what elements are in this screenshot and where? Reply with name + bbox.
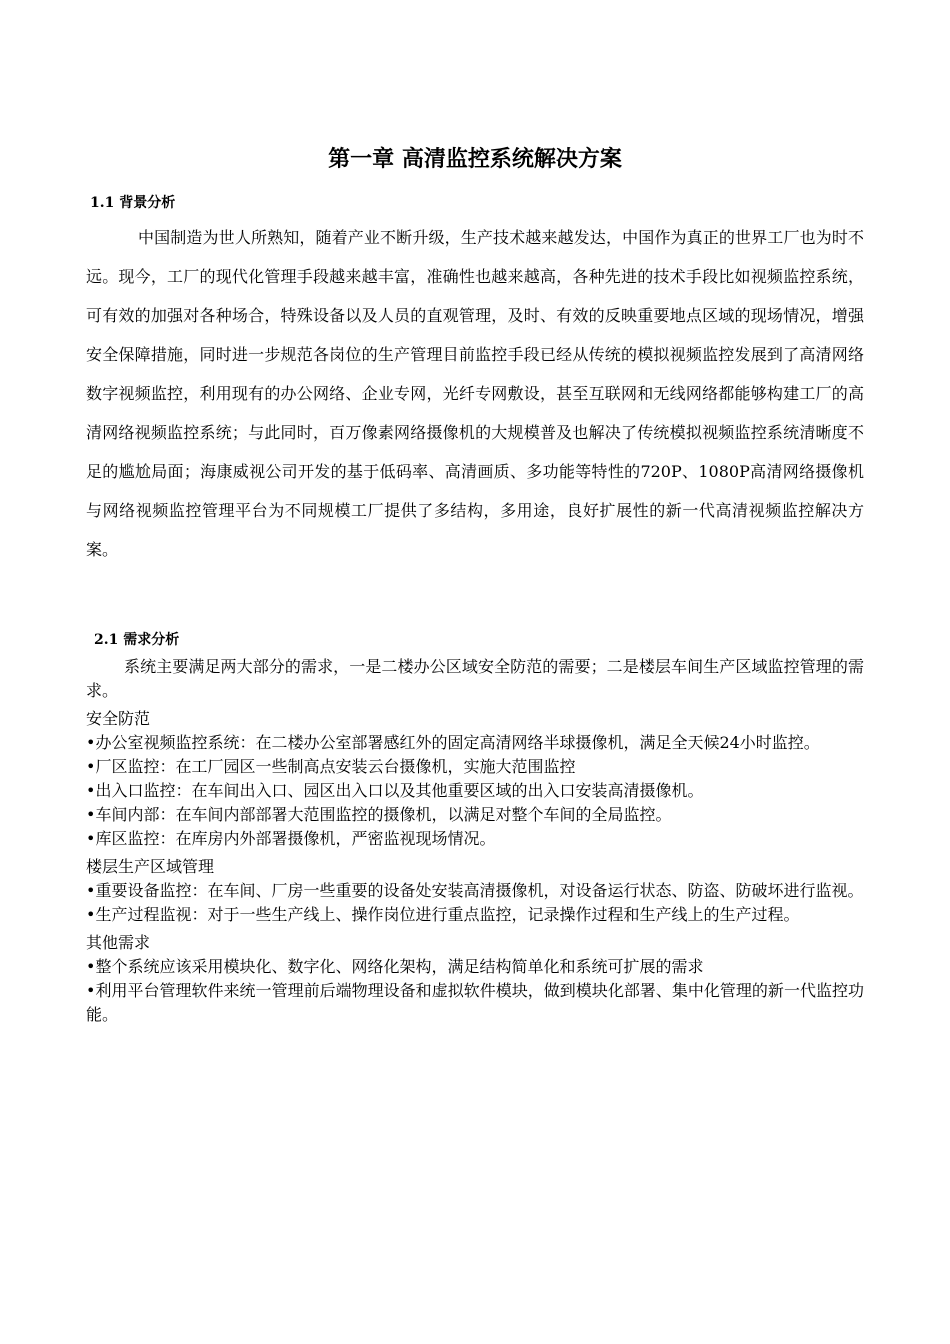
section-heading-background: 1.1 背景分析 xyxy=(90,195,176,211)
list-item: •厂区监控：在工厂园区一些制高点安装云台摄像机，实施大范围监控 xyxy=(86,757,576,776)
list-item: •办公室视频监控系统：在二楼办公室部署感红外的固定高清网络半球摄像机，满足全天候24小时监控。 xyxy=(86,733,820,752)
requirements-section xyxy=(86,655,864,1027)
group-label-production: 楼层生产区域管理 xyxy=(86,857,215,876)
requirements-intro: 系统主要满足两大部分的需求，一是二楼办公区域安全防范的需要；二是楼层车间生产区域监控管理的需求。 xyxy=(86,657,864,700)
list-item: •整个系统应该采用模块化、数字化、网络化架构，满足结构简单化和系统可扩展的需求 xyxy=(86,957,704,976)
section-heading-requirements: 2.1 需求分析 xyxy=(94,632,180,648)
list-item: •库区监控：在库房内外部署摄像机，严密监视现场情况。 xyxy=(86,829,496,848)
list-item: •生产过程监视：对于一些生产线上、操作岗位进行重点监控，记录操作过程和生产线上的生产过程。 xyxy=(86,905,800,924)
background-paragraph: 中国制造为世人所熟知，随着产业不断升级，生产技术越来越发达，中国作为真正的世界工厂也为时不远。现今，工厂的现代化管理手段越来越丰富，准确性也越来越高，各种先进的技术手段比如视频监控系统，可有效的加强对各种场合，特殊设备以及人员的直观管理，及时、有效的反映重要地点区域的现场情况，增强安全保障措施，同时进一步规范各岗位的生产管理目前监控手段已经从传统的模拟视频监控发展到了高清网络数字视频监控，利用现有的办公网络、企业专网，光纤专网敷设，甚至互联网和无线网络都能够构建工厂的高清网络视频监控系统；与此同时，百万像素网络摄像机的大规模普及也解决了传统模拟视频监控系统清晰度不足的尴尬局面；海康威视公司开发的基于低码率、高清画质、多功能等特性的720P、1080P高清网络摄像机与网络视频监控管理平台为不同规模工厂提供了多结构，多用途，良好扩展性的新一代高清视频监控解决方案。 xyxy=(86,228,864,559)
list-item: •重要设备监控：在车间、厂房一些重要的设备处安装高清摄像机，对设备运行状态、防盗、防破坏进行监视。 xyxy=(86,881,864,900)
list-item: •车间内部：在车间内部部署大范围监控的摄像机，以满足对整个车间的全局监控。 xyxy=(86,805,672,824)
group-label-other: 其他需求 xyxy=(86,933,151,952)
group-label-security: 安全防范 xyxy=(86,709,151,728)
list-item: •利用平台管理软件来统一管理前后端物理设备和虚拟软件模块，做到模块化部署、集中化管理的新一代监控功能。 xyxy=(86,981,864,1024)
chapter-title: 第一章 高清监控系统解决方案 xyxy=(328,146,622,172)
list-item: •出入口监控：在车间出入口、园区出入口以及其他重要区域的出入口安装高清摄像机。 xyxy=(86,781,704,800)
